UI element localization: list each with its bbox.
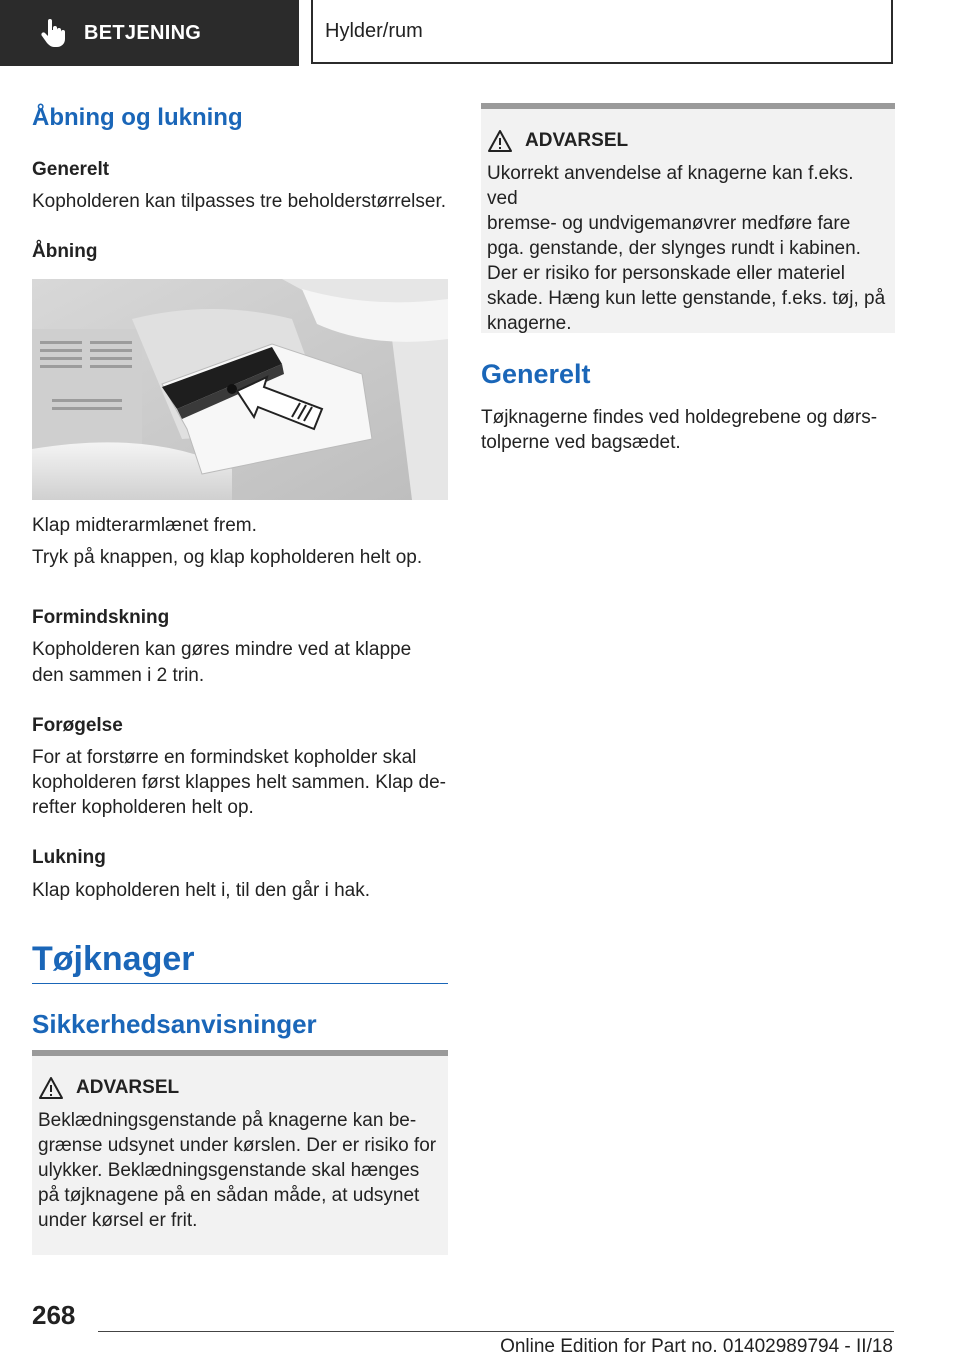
- heading-safety: Sikkerhedsanvisninger: [32, 1009, 317, 1039]
- heading-hooks: Tøjknager: [32, 940, 195, 978]
- step-1: Klap midterarmlænet frem.: [32, 515, 257, 536]
- section-tab[interactable]: [0, 0, 299, 66]
- warning-triangle-icon: [38, 1076, 64, 1100]
- footer-rule: [98, 1331, 894, 1332]
- warning-line: skade. Hæng kun lette genstande, f.eks. tøj, på: [487, 288, 886, 309]
- label-closing: Lukning: [32, 847, 106, 868]
- heading-general-right: Generelt: [481, 359, 591, 389]
- warning-box-right: [481, 103, 895, 333]
- label-reduce: Formindskning: [32, 607, 170, 628]
- text-general: Kopholderen kan tilpasses tre beholderstørrelser.: [32, 191, 447, 212]
- heading-underline: [32, 983, 448, 984]
- warning-title: ADVARSEL: [525, 130, 629, 151]
- footer-edition: Online Edition for Part no. 01402989794 - II/18: [500, 1336, 893, 1357]
- text-enlarge-2: kopholderen først klappes helt sammen. Klap de-: [32, 772, 446, 793]
- warning-text: [487, 161, 887, 336]
- text-general-right-2: tolperne ved bagsædet.: [481, 432, 681, 453]
- warning-line: Ukorrekt anvendelse af knagerne kan f.eks. ved: [487, 163, 854, 209]
- text-enlarge-1: For at forstørre en formindsket kopholder skal: [32, 747, 417, 768]
- label-enlarge: Forøgelse: [32, 715, 123, 736]
- warning-line: Beklædningsgenstande på knagerne kan be-: [38, 1110, 417, 1131]
- label-general: Generelt: [32, 159, 110, 180]
- armrest-cupholder-photo: [32, 279, 448, 500]
- chapter-header: [311, 0, 893, 64]
- warning-text: [38, 1108, 440, 1233]
- text-general-right-1: Tøjknagerne findes ved holdegrebene og dørs-: [481, 407, 878, 428]
- text-enlarge-3: refter kopholderen helt op.: [32, 797, 254, 818]
- text-reduce-2: den sammen i 2 trin.: [32, 665, 205, 686]
- step-2: Tryk på knappen, og klap kopholderen helt op.: [32, 547, 423, 568]
- warning-triangle-icon: [487, 129, 513, 153]
- warning-line: på tøjknagene på en sådan måde, at udsynet: [38, 1185, 420, 1206]
- hand-pointer-icon: [38, 18, 68, 48]
- warning-line: ulykker. Beklædningsgenstande skal hænges: [38, 1160, 420, 1181]
- text-reduce-1: Kopholderen kan gøres mindre ved at klappe: [32, 639, 412, 660]
- warning-title: ADVARSEL: [76, 1077, 180, 1098]
- warning-box-left: [32, 1050, 448, 1255]
- text-closing: Klap kopholderen helt i, til den går i hak.: [32, 880, 370, 901]
- page-number: 268: [32, 1300, 76, 1330]
- section-title: BETJENING: [84, 21, 202, 44]
- chapter-title: Hylder/rum: [325, 19, 423, 42]
- warning-line: grænse udsynet under kørslen. Der er risiko for: [38, 1135, 437, 1156]
- warning-line: bremse- og undvigemanøvrer medføre fare: [487, 213, 851, 234]
- warning-line: pga. genstande, der slynges rundt i kabinen.: [487, 238, 861, 259]
- label-opening: Åbning: [32, 241, 98, 262]
- warning-line: Der er risiko for personskade eller materiel: [487, 263, 845, 284]
- warning-line: knagerne.: [487, 313, 572, 334]
- warning-line: under kørsel er frit.: [38, 1210, 198, 1231]
- heading-open-close: Åbning og lukning: [32, 104, 243, 131]
